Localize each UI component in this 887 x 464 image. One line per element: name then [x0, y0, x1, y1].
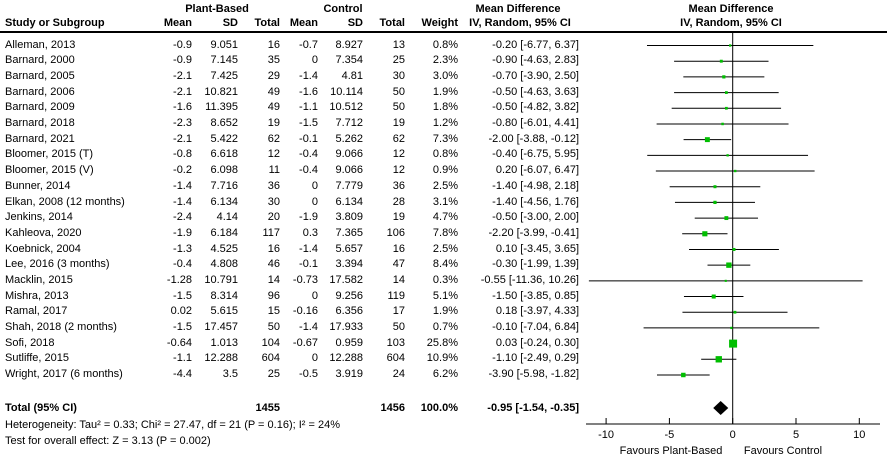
study-row — [0, 179, 582, 195]
weight-value: 0.9% — [432, 164, 458, 177]
plant-sd-value: 17.457 — [204, 321, 238, 334]
effect-marker — [720, 60, 723, 63]
study-label: Barnard, 2005 — [5, 69, 75, 82]
study-row — [0, 304, 582, 320]
plant-total-value: 15 — [267, 305, 280, 318]
ci-text-value: -0.70 [-3.90, 2.50] — [492, 69, 579, 82]
weight-value: 3.1% — [432, 195, 458, 208]
plant-mean-value: -0.9 — [173, 54, 192, 67]
study-row — [0, 242, 582, 258]
study-label: Bloomer, 2015 (T) — [5, 148, 94, 161]
ci-text-value: -1.40 [-4.98, 2.18] — [492, 179, 579, 192]
study-row — [0, 336, 582, 352]
plant-sd-value: 3.5 — [222, 368, 238, 381]
plant-total-value: 25 — [267, 368, 280, 381]
study-row — [0, 132, 582, 148]
weight-value: 1.8% — [432, 101, 458, 114]
weight-value: 1.9% — [432, 305, 458, 318]
ci-text-value: -1.10 [-2.49, 0.29] — [492, 352, 579, 365]
study-label: Ramal, 2017 — [5, 305, 68, 318]
study-row — [0, 351, 582, 367]
weight-value: 0.7% — [432, 321, 458, 334]
control-total-value: 17 — [392, 305, 405, 318]
control-total-value: 50 — [392, 85, 405, 98]
control-mean-value: -0.4 — [299, 164, 318, 177]
plant-sd-value: 10.821 — [204, 85, 238, 98]
weight-value: 1.2% — [432, 117, 458, 130]
study-row — [0, 85, 582, 101]
ci-text-value: -1.50 [-3.85, 0.85] — [492, 289, 579, 302]
control-mean-value: -0.1 — [299, 132, 318, 145]
effect-marker — [713, 185, 716, 188]
ci-text-value: 0.18 [-3.97, 4.33] — [495, 305, 579, 318]
study-label: Bunner, 2014 — [5, 179, 71, 192]
control-sd-value: 9.066 — [335, 164, 363, 177]
plant-mean-value: -1.5 — [173, 289, 192, 302]
plant-mean-value: -1.4 — [173, 179, 192, 192]
plant-total-value: 35 — [267, 54, 280, 67]
control-total-value: 50 — [392, 101, 405, 114]
mean-difference-header-text: Mean Difference — [475, 3, 561, 15]
total-weight: 100.0% — [420, 401, 458, 414]
plant-mean-value: -1.4 — [173, 195, 192, 208]
plant-mean-value: -2.3 — [173, 117, 192, 130]
control-sd-value: 8.927 — [335, 38, 363, 51]
control-sd-value: 5.262 — [335, 132, 363, 145]
ci-text-value: -0.40 [-6.75, 5.95] — [492, 148, 579, 161]
study-label: Macklin, 2015 — [5, 273, 73, 286]
effect-marker — [726, 262, 731, 267]
control-sd-value: 9.066 — [335, 148, 363, 161]
study-label: Barnard, 2009 — [5, 101, 75, 114]
plant-total-value: 19 — [267, 117, 280, 130]
weight-value: 1.9% — [432, 85, 458, 98]
study-label: Kahleova, 2020 — [5, 226, 82, 239]
study-row — [0, 273, 582, 289]
ci-text-value: -0.50 [-3.00, 2.00] — [492, 211, 579, 224]
study-row — [0, 226, 582, 242]
weight-value: 8.4% — [432, 258, 458, 271]
study-row — [0, 210, 582, 226]
control-total-value: 50 — [392, 321, 405, 334]
control-mean-value: 0.3 — [302, 226, 318, 239]
axis-tick-label: -10 — [598, 429, 615, 441]
axis-tick-label: 10 — [853, 429, 866, 441]
plant-sd-value: 6.134 — [210, 195, 238, 208]
plant-mean-value: -2.1 — [173, 69, 192, 82]
control-mean-value: -1.4 — [299, 69, 318, 82]
control-total-value: 19 — [392, 211, 405, 224]
effect-marker — [702, 231, 707, 236]
plant-sd-value: 11.395 — [205, 101, 238, 114]
effect-marker — [725, 107, 728, 110]
plant-total-value: 11 — [268, 164, 280, 177]
effect-marker — [732, 248, 735, 251]
effect-marker — [726, 154, 728, 156]
total-row — [0, 401, 582, 417]
control-mean-value: 0 — [311, 54, 318, 67]
effect-marker — [730, 327, 732, 329]
ci-text-value: -0.30 [-1.99, 1.39] — [492, 258, 579, 271]
control-mean-value: -1.9 — [299, 211, 318, 224]
plant-total-value: 104 — [261, 336, 280, 349]
effect-marker — [721, 123, 723, 125]
control-total-value: 14 — [392, 273, 405, 286]
axis-tick-label: -5 — [664, 429, 675, 441]
plant-mean-value: -2.4 — [173, 211, 192, 224]
plant-total-value: 117 — [262, 226, 280, 239]
control-mean-header: Mean — [289, 17, 318, 29]
control-total-value: 12 — [392, 164, 405, 177]
study-label: Bloomer, 2015 (V) — [5, 164, 94, 177]
control-total-value: 25 — [392, 54, 405, 67]
control-total-value: 19 — [392, 117, 405, 130]
control-total-value: 36 — [392, 179, 405, 192]
plant-mean-value: 0.02 — [170, 305, 192, 318]
pooled-diamond — [713, 401, 728, 415]
ci-text-value: 0.20 [-6.07, 6.47] — [495, 164, 579, 177]
study-label: Wright, 2017 (6 months) — [5, 368, 123, 381]
study-label: Koebnick, 2004 — [5, 242, 81, 255]
control-mean-value: -0.67 — [292, 336, 318, 349]
total-label: Total (95% CI) — [5, 401, 77, 414]
study-row — [0, 147, 582, 163]
plant-sd-header: SD — [222, 17, 238, 29]
effect-marker — [681, 373, 685, 377]
plant-sd-value: 8.652 — [210, 117, 238, 130]
study-row — [0, 367, 582, 383]
ci-text-value: -2.20 [-3.99, -0.41] — [488, 226, 579, 239]
ci-text-value: -0.90 [-4.63, 2.83] — [492, 54, 579, 67]
plant-total-value: 50 — [267, 321, 280, 334]
control-total-value: 28 — [392, 195, 405, 208]
control-total-value: 16 — [392, 242, 405, 255]
study-row — [0, 320, 582, 336]
plant-mean-value: -4.4 — [173, 368, 192, 381]
weight-value: 0.8% — [432, 148, 458, 161]
weight-value: 10.9% — [426, 352, 458, 365]
plant-total-value: 49 — [267, 101, 280, 114]
plant-total-value: 96 — [267, 289, 280, 302]
group1-header: Plant-Based — [185, 3, 249, 15]
plant-total-value: 62 — [267, 132, 280, 145]
control-mean-value: 0 — [311, 289, 318, 302]
plant-total-value: 49 — [267, 85, 280, 98]
weight-value: 0.3% — [432, 273, 458, 286]
plant-sd-value: 5.615 — [210, 305, 238, 318]
study-row — [0, 69, 582, 85]
control-sd-value: 17.582 — [329, 273, 363, 286]
plant-total-value: 604 — [261, 352, 280, 365]
effect-marker — [725, 280, 727, 282]
weight-value: 2.3% — [432, 54, 458, 67]
ci-text-value: -1.40 [-4.56, 1.76] — [492, 195, 579, 208]
plant-sd-value: 10.791 — [204, 273, 238, 286]
control-mean-value: -1.6 — [299, 85, 318, 98]
plant-total-value: 12 — [267, 148, 280, 161]
plant-total-value: 46 — [267, 258, 280, 271]
weight-value: 4.7% — [432, 211, 458, 224]
ci-method-header-text: IV, Random, 95% CI — [469, 17, 571, 29]
study-label: Sofi, 2018 — [5, 336, 55, 349]
study-row — [0, 163, 582, 179]
control-sd-value: 6.134 — [335, 195, 363, 208]
study-label: Mishra, 2013 — [5, 289, 69, 302]
control-sd-value: 4.81 — [341, 69, 363, 82]
study-label: Lee, 2016 (3 months) — [5, 258, 110, 271]
control-sd-value: 10.512 — [329, 101, 363, 114]
control-mean-value: -1.4 — [299, 242, 318, 255]
control-sd-value: 9.256 — [335, 289, 363, 302]
effect-marker — [734, 311, 737, 314]
study-label: Alleman, 2013 — [5, 38, 76, 51]
plant-sd-value: 8.314 — [210, 289, 238, 302]
plant-sd-value: 4.14 — [216, 211, 238, 224]
control-mean-value: -0.1 — [299, 258, 318, 271]
control-mean-value: -1.1 — [299, 101, 318, 114]
plant-sd-value: 4.808 — [210, 258, 238, 271]
weight-value: 6.2% — [432, 368, 458, 381]
control-sd-value: 3.809 — [335, 211, 363, 224]
plant-sd-value: 6.098 — [210, 164, 238, 177]
weight-value: 3.0% — [432, 69, 458, 82]
plant-sd-value: 9.051 — [210, 38, 238, 51]
study-label: Shah, 2018 (2 months) — [5, 321, 117, 334]
study-label: Barnard, 2006 — [5, 85, 75, 98]
study-column-header: Study or Subgroup — [5, 17, 105, 29]
weight-value: 7.8% — [432, 226, 458, 239]
effect-marker — [734, 170, 736, 172]
total-plant-n: 1455 — [255, 401, 280, 414]
plant-mean-value: -1.3 — [173, 242, 192, 255]
plant-mean-value: -1.5 — [173, 321, 192, 334]
weight-value: 5.1% — [432, 289, 458, 302]
study-row — [0, 100, 582, 116]
control-mean-value: 0 — [311, 352, 318, 365]
control-sd-value: 7.365 — [335, 226, 363, 239]
plant-total-value: 20 — [267, 211, 280, 224]
effect-marker — [722, 75, 725, 78]
control-mean-value: 0 — [311, 195, 318, 208]
ci-text-value: -3.90 [-5.98, -1.82] — [488, 368, 579, 381]
control-sd-value: 12.288 — [329, 352, 363, 365]
control-total-header: Total — [379, 17, 405, 29]
ci-method-header-plot: IV, Random, 95% CI — [680, 17, 782, 29]
control-sd-value: 17.933 — [329, 321, 363, 334]
plant-sd-value: 6.618 — [210, 148, 238, 161]
control-sd-value: 7.712 — [335, 117, 363, 130]
heterogeneity-stats: Heterogeneity: Tau² = 0.33; Chi² = 27.47, df = 21 (P = 0.16); I² = 24% — [5, 419, 340, 431]
study-label: Sutliffe, 2015 — [5, 352, 70, 365]
axis-tick-label: 5 — [792, 429, 800, 441]
ci-text-value: -0.55 [-11.36, 10.26] — [480, 273, 579, 286]
control-total-value: 103 — [386, 336, 405, 349]
study-label: Elkan, 2008 (12 months) — [5, 195, 125, 208]
control-total-value: 604 — [386, 352, 405, 365]
control-sd-value: 6.356 — [335, 305, 363, 318]
favours-right-label: Favours Control — [743, 445, 823, 457]
mean-difference-header-plot: Mean Difference — [688, 3, 774, 15]
plant-mean-value: -0.8 — [173, 148, 192, 161]
study-row — [0, 53, 582, 69]
plant-sd-value: 5.422 — [210, 132, 238, 145]
control-mean-value: 0 — [311, 179, 318, 192]
weight-value: 25.8% — [426, 336, 458, 349]
control-sd-value: 0.959 — [335, 336, 363, 349]
ci-text-value: -0.80 [-6.01, 4.41] — [492, 117, 579, 130]
group2-header: Control — [323, 3, 363, 15]
control-total-value: 12 — [392, 148, 405, 161]
effect-marker — [713, 201, 716, 204]
effect-marker — [724, 216, 728, 220]
ci-text-value: -0.50 [-4.63, 3.63] — [492, 85, 579, 98]
control-mean-value: -0.16 — [292, 305, 318, 318]
plant-mean-value: -2.1 — [173, 85, 192, 98]
axis-tick-label: 0 — [729, 429, 736, 441]
ci-text-value: -0.10 [-7.04, 6.84] — [492, 321, 579, 334]
effect-marker — [716, 356, 722, 362]
plant-sd-value: 7.425 — [210, 69, 238, 82]
control-sd-value: 7.354 — [335, 54, 363, 67]
control-total-value: 30 — [392, 69, 405, 82]
plant-sd-value: 7.145 — [210, 54, 238, 67]
control-mean-value: -0.4 — [299, 148, 318, 161]
effect-marker — [712, 295, 716, 299]
plant-sd-value: 12.288 — [204, 352, 238, 365]
weight-value: 7.3% — [432, 132, 458, 145]
header-divider — [0, 31, 887, 33]
total-ci-text: -0.95 [-1.54, -0.35] — [487, 401, 579, 414]
ci-text-value: 0.10 [-3.45, 3.65] — [495, 242, 579, 255]
overall-effect-stats: Test for overall effect: Z = 3.13 (P = 0.002) — [5, 435, 211, 447]
plant-total-value: 16 — [267, 38, 280, 51]
plant-mean-value: -1.28 — [166, 273, 192, 286]
control-total-value: 13 — [392, 38, 405, 51]
effect-marker — [729, 44, 731, 46]
study-label: Barnard, 2000 — [5, 54, 75, 67]
plant-mean-value: -1.1 — [173, 352, 192, 365]
control-sd-value: 3.394 — [335, 258, 363, 271]
ci-text-value: -2.00 [-3.88, -0.12] — [488, 132, 579, 145]
control-mean-value: -0.7 — [299, 38, 318, 51]
study-row — [0, 38, 582, 54]
plant-total-value: 14 — [267, 273, 280, 286]
plant-mean-value: -0.2 — [173, 164, 192, 177]
control-sd-value: 3.919 — [335, 368, 363, 381]
plant-total-value: 29 — [267, 69, 280, 82]
study-row — [0, 195, 582, 211]
plant-total-value: 36 — [267, 179, 280, 192]
plant-total-value: 16 — [267, 242, 280, 255]
control-total-value: 47 — [392, 258, 405, 271]
plant-mean-value: -1.6 — [173, 101, 192, 114]
plant-sd-value: 4.525 — [210, 242, 238, 255]
control-sd-header: SD — [347, 17, 363, 29]
plant-mean-value: -0.64 — [166, 336, 192, 349]
control-total-value: 62 — [392, 132, 405, 145]
control-total-value: 119 — [387, 289, 405, 302]
weight-value: 2.5% — [432, 179, 458, 192]
effect-marker — [729, 340, 737, 348]
weight-value: 0.8% — [432, 38, 458, 51]
control-total-value: 24 — [392, 368, 405, 381]
plant-total-value: 30 — [267, 195, 280, 208]
effect-marker — [705, 137, 710, 142]
ci-text-value: 0.03 [-0.24, 0.30] — [495, 336, 579, 349]
control-mean-value: -1.4 — [299, 321, 318, 334]
control-mean-value: -1.5 — [299, 117, 318, 130]
plant-mean-value: -0.9 — [173, 38, 192, 51]
control-total-value: 106 — [386, 226, 405, 239]
control-mean-value: -0.73 — [292, 273, 318, 286]
plant-sd-value: 7.716 — [210, 179, 238, 192]
ci-text-value: -0.20 [-6.77, 6.37] — [492, 38, 579, 51]
study-row — [0, 116, 582, 132]
plant-sd-value: 1.013 — [210, 336, 238, 349]
favours-left-label: Favours Plant-Based — [619, 445, 723, 457]
ci-text-value: -0.50 [-4.82, 3.82] — [492, 101, 579, 114]
study-label: Barnard, 2021 — [5, 132, 75, 145]
study-row — [0, 257, 582, 273]
study-row — [0, 289, 582, 305]
control-sd-value: 7.779 — [335, 179, 363, 192]
total-control-n: 1456 — [380, 401, 405, 414]
plant-mean-value: -2.1 — [173, 132, 192, 145]
plant-mean-value: -0.4 — [173, 258, 192, 271]
control-sd-value: 10.114 — [330, 85, 363, 98]
study-label: Jenkins, 2014 — [5, 211, 73, 224]
effect-marker — [725, 91, 728, 94]
plant-sd-value: 6.184 — [210, 226, 238, 239]
control-sd-value: 5.657 — [335, 242, 363, 255]
weight-column-header: Weight — [421, 17, 458, 29]
weight-value: 2.5% — [432, 242, 458, 255]
study-label: Barnard, 2018 — [5, 117, 75, 130]
plant-mean-header: Mean — [163, 17, 192, 29]
plant-total-header: Total — [254, 17, 280, 29]
plant-mean-value: -1.9 — [173, 226, 192, 239]
control-mean-value: -0.5 — [299, 368, 318, 381]
